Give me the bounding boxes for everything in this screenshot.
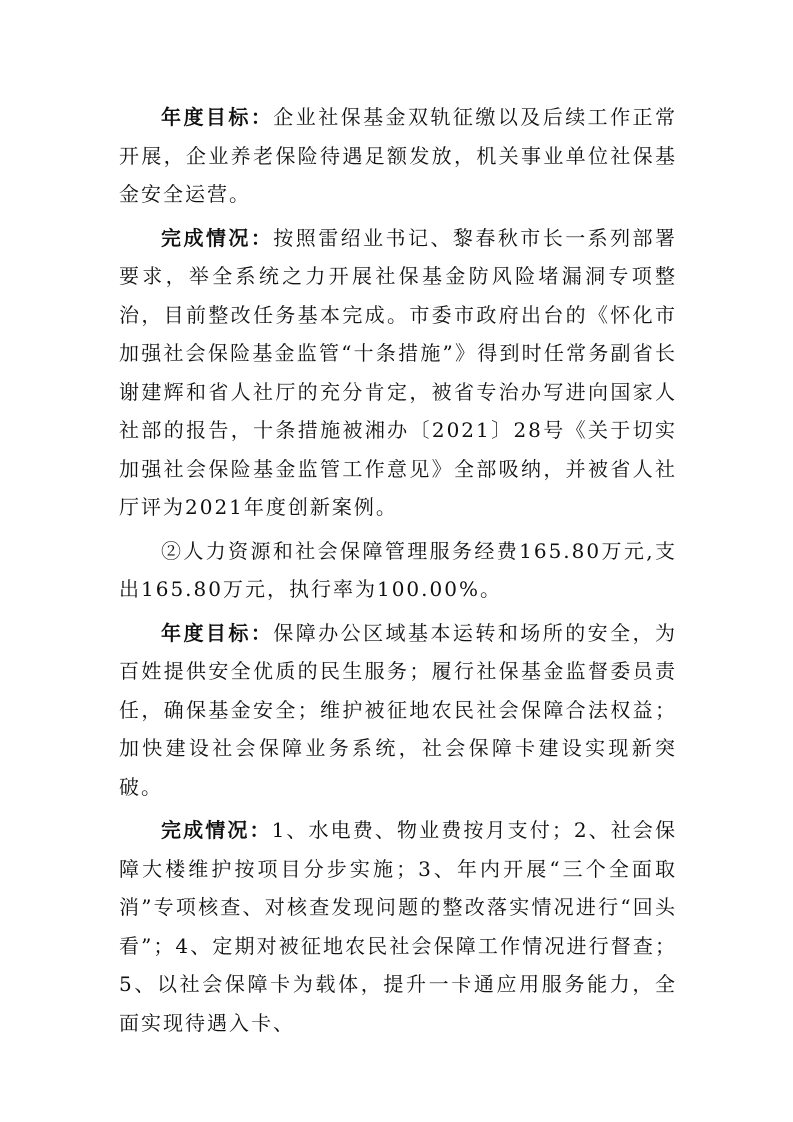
paragraph-label: 完成情况： (161, 818, 272, 842)
paragraph-completion-2 (119, 811, 677, 1042)
paragraph-funding-item-2 (119, 532, 677, 609)
paragraph-annual-goal-2 (119, 614, 677, 807)
paragraph-text: 按照雷绍业书记、黎春秋市长一系列部署要求，举全系统之力开展社保基金防风险堵漏洞专项整治，目前整改任务基本完成。市委市政府出台的《怀化市加强社会保险基金监管“十条措施”》得到时任常务副省长谢建辉和省人社厅的充分肯定，被省专治办写进向国家人社部的报告，十条措施被湘办〔2021〕28号《关于切实加强社会保险基金监管工作意见》全部吸纳，并被省人社厅评为2021年度创新案例。 (119, 225, 678, 519)
paragraph-completion-1 (119, 219, 677, 527)
paragraph-text: 1、水电费、物业费按月支付；2、社会保障大楼维护按项目分步实施；3、年内开展“三个全面取消”专项核查、对核查发现问题的整改落实情况进行“回头看”；4、定期对被征地农民社会保障工作情况进行督查；5、以社会保障卡为载体，提升一卡通应用服务能力，全面实现待遇入卡、 (119, 818, 678, 1035)
document-page (119, 98, 677, 1047)
paragraph-label: 年度目标： (161, 620, 274, 645)
paragraph-label: 年度目标： (161, 105, 274, 129)
paragraph-label: 完成情况： (161, 225, 274, 250)
paragraph-annual-goal-1 (119, 98, 677, 214)
paragraph-text: 保障办公区域基本运转和场所的安全，为百姓提供安全优质的民生服务；履行社保基金监督委员责任，确保基金安全；维护被征地农民社会保障合法权益；加快建设社会保障业务系统，社会保障卡建设实现新突破。 (119, 620, 678, 799)
paragraph-text: 企业社保基金双轨征缴以及后续工作正常开展，企业养老保险待遇足额发放，机关事业单位社保基金安全运营。 (119, 105, 678, 206)
paragraph-text: ②人力资源和社会保障管理服务经费165.80万元,支出165.80万元，执行率为100.00%。 (119, 538, 677, 601)
